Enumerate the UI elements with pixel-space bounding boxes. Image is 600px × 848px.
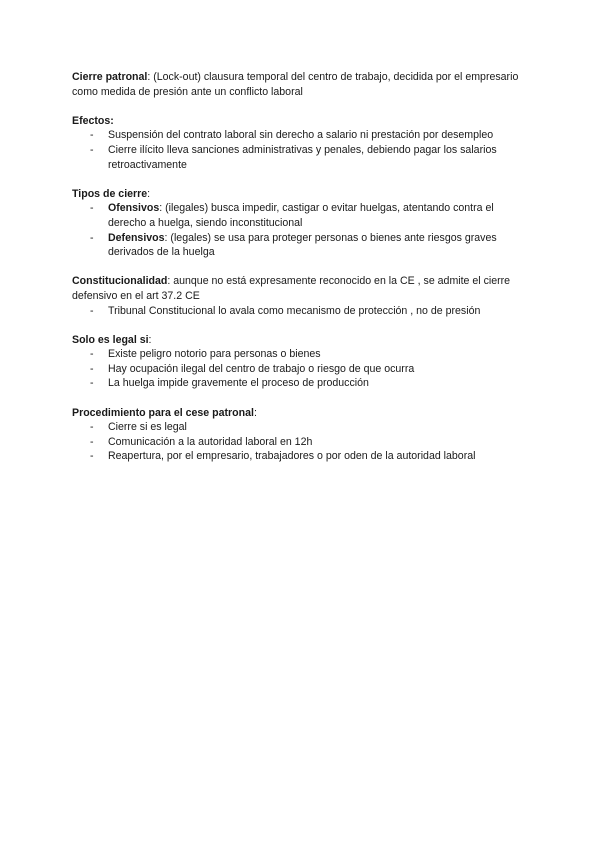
list-item-text: Existe peligro notorio para personas o bienes (108, 348, 321, 361)
list-item (72, 143, 532, 172)
term-defensivos: Defensivos (108, 231, 165, 244)
section-cierre-patronal (72, 70, 532, 99)
constitucionalidad-list (72, 304, 532, 319)
list-item-text: Cierre si es legal (108, 421, 187, 434)
heading-legal: Solo es legal si (72, 333, 149, 346)
dash-bullet: - (90, 377, 94, 390)
procedimiento-list (72, 420, 532, 464)
heading-tipos-paragraph (72, 187, 532, 202)
list-item-text: : (ilegales) busca impedir, castigar o evitar huelgas, atentando contra el derecho a huelga, siendo inconstitucional (108, 202, 494, 229)
dash-bullet: - (90, 348, 94, 361)
legal-list (72, 347, 532, 391)
term-constitucionalidad: Constitucionalidad (72, 275, 168, 288)
list-item-text: Comunicación a la autoridad laboral en 12h (108, 435, 313, 448)
efectos-list (72, 128, 532, 172)
list-item (72, 362, 532, 377)
list-item (72, 376, 532, 391)
dash-bullet: - (90, 304, 94, 317)
list-item (72, 420, 532, 435)
list-item (72, 128, 532, 143)
dash-bullet: - (90, 143, 94, 156)
list-item-text: Tribunal Constitucional lo avala como mecanismo de protección , no de presión (108, 304, 481, 317)
section-legal (72, 333, 532, 391)
heading-legal-paragraph (72, 333, 532, 348)
dash-bullet: - (90, 450, 94, 463)
tipos-list (72, 201, 532, 259)
constitucionalidad-text: : aunque no está expresamente reconocido en la CE , se admite el cierre defensivo en el art 37.2 CE (72, 275, 511, 302)
section-efectos (72, 114, 532, 172)
term-cierre-patronal: Cierre patronal (72, 71, 148, 83)
list-item (72, 201, 532, 230)
list-item-text: Hay ocupación ilegal del centro de trabajo o riesgo de que ocurra (108, 362, 415, 375)
section-constitucionalidad (72, 274, 532, 318)
list-item-text: La huelga impide gravemente el proceso de producción (108, 377, 369, 390)
definition-text: : (Lock-out) clausura temporal del centro de trabajo, decidida por el empresario como medida de presión ante un conflicto laboral (72, 71, 519, 98)
list-item (72, 347, 532, 362)
heading-tipos: Tipos de cierre (72, 187, 148, 200)
constitucionalidad-paragraph (72, 274, 532, 303)
term-ofensivos: Ofensivos (108, 202, 160, 215)
list-item-text: Cierre ilícito lleva sanciones administrativas y penales, debiendo pagar los salarios retroactivamente (108, 143, 497, 171)
heading-colon: : (253, 406, 257, 419)
section-tipos (72, 187, 532, 260)
dash-bullet: - (90, 421, 94, 434)
heading-colon: : (147, 187, 151, 200)
heading-efectos: Efectos: (72, 114, 114, 127)
list-item-text: : (legales) se usa para proteger personas o bienes ante riesgos graves derivados de la huelga (108, 231, 497, 259)
dash-bullet: - (90, 202, 94, 215)
definition-paragraph (72, 70, 532, 99)
list-item (72, 435, 532, 450)
dash-bullet: - (90, 231, 94, 244)
list-item-text: Reapertura, por el empresario, trabajadores o por oden de la autoridad laboral (108, 450, 476, 463)
section-procedimiento (72, 406, 532, 464)
list-item (72, 231, 532, 260)
heading-procedimiento: Procedimiento para el cese patronal (72, 406, 254, 419)
list-item (72, 449, 532, 464)
list-item (72, 304, 532, 319)
dash-bullet: - (90, 435, 94, 448)
dash-bullet: - (90, 362, 94, 375)
heading-procedimiento-paragraph (72, 406, 532, 421)
document-page (72, 70, 532, 479)
dash-bullet: - (90, 129, 94, 142)
heading-colon: : (148, 333, 152, 346)
list-item-text: Suspensión del contrato laboral sin derecho a salario ni prestación por desempleo (108, 129, 494, 142)
